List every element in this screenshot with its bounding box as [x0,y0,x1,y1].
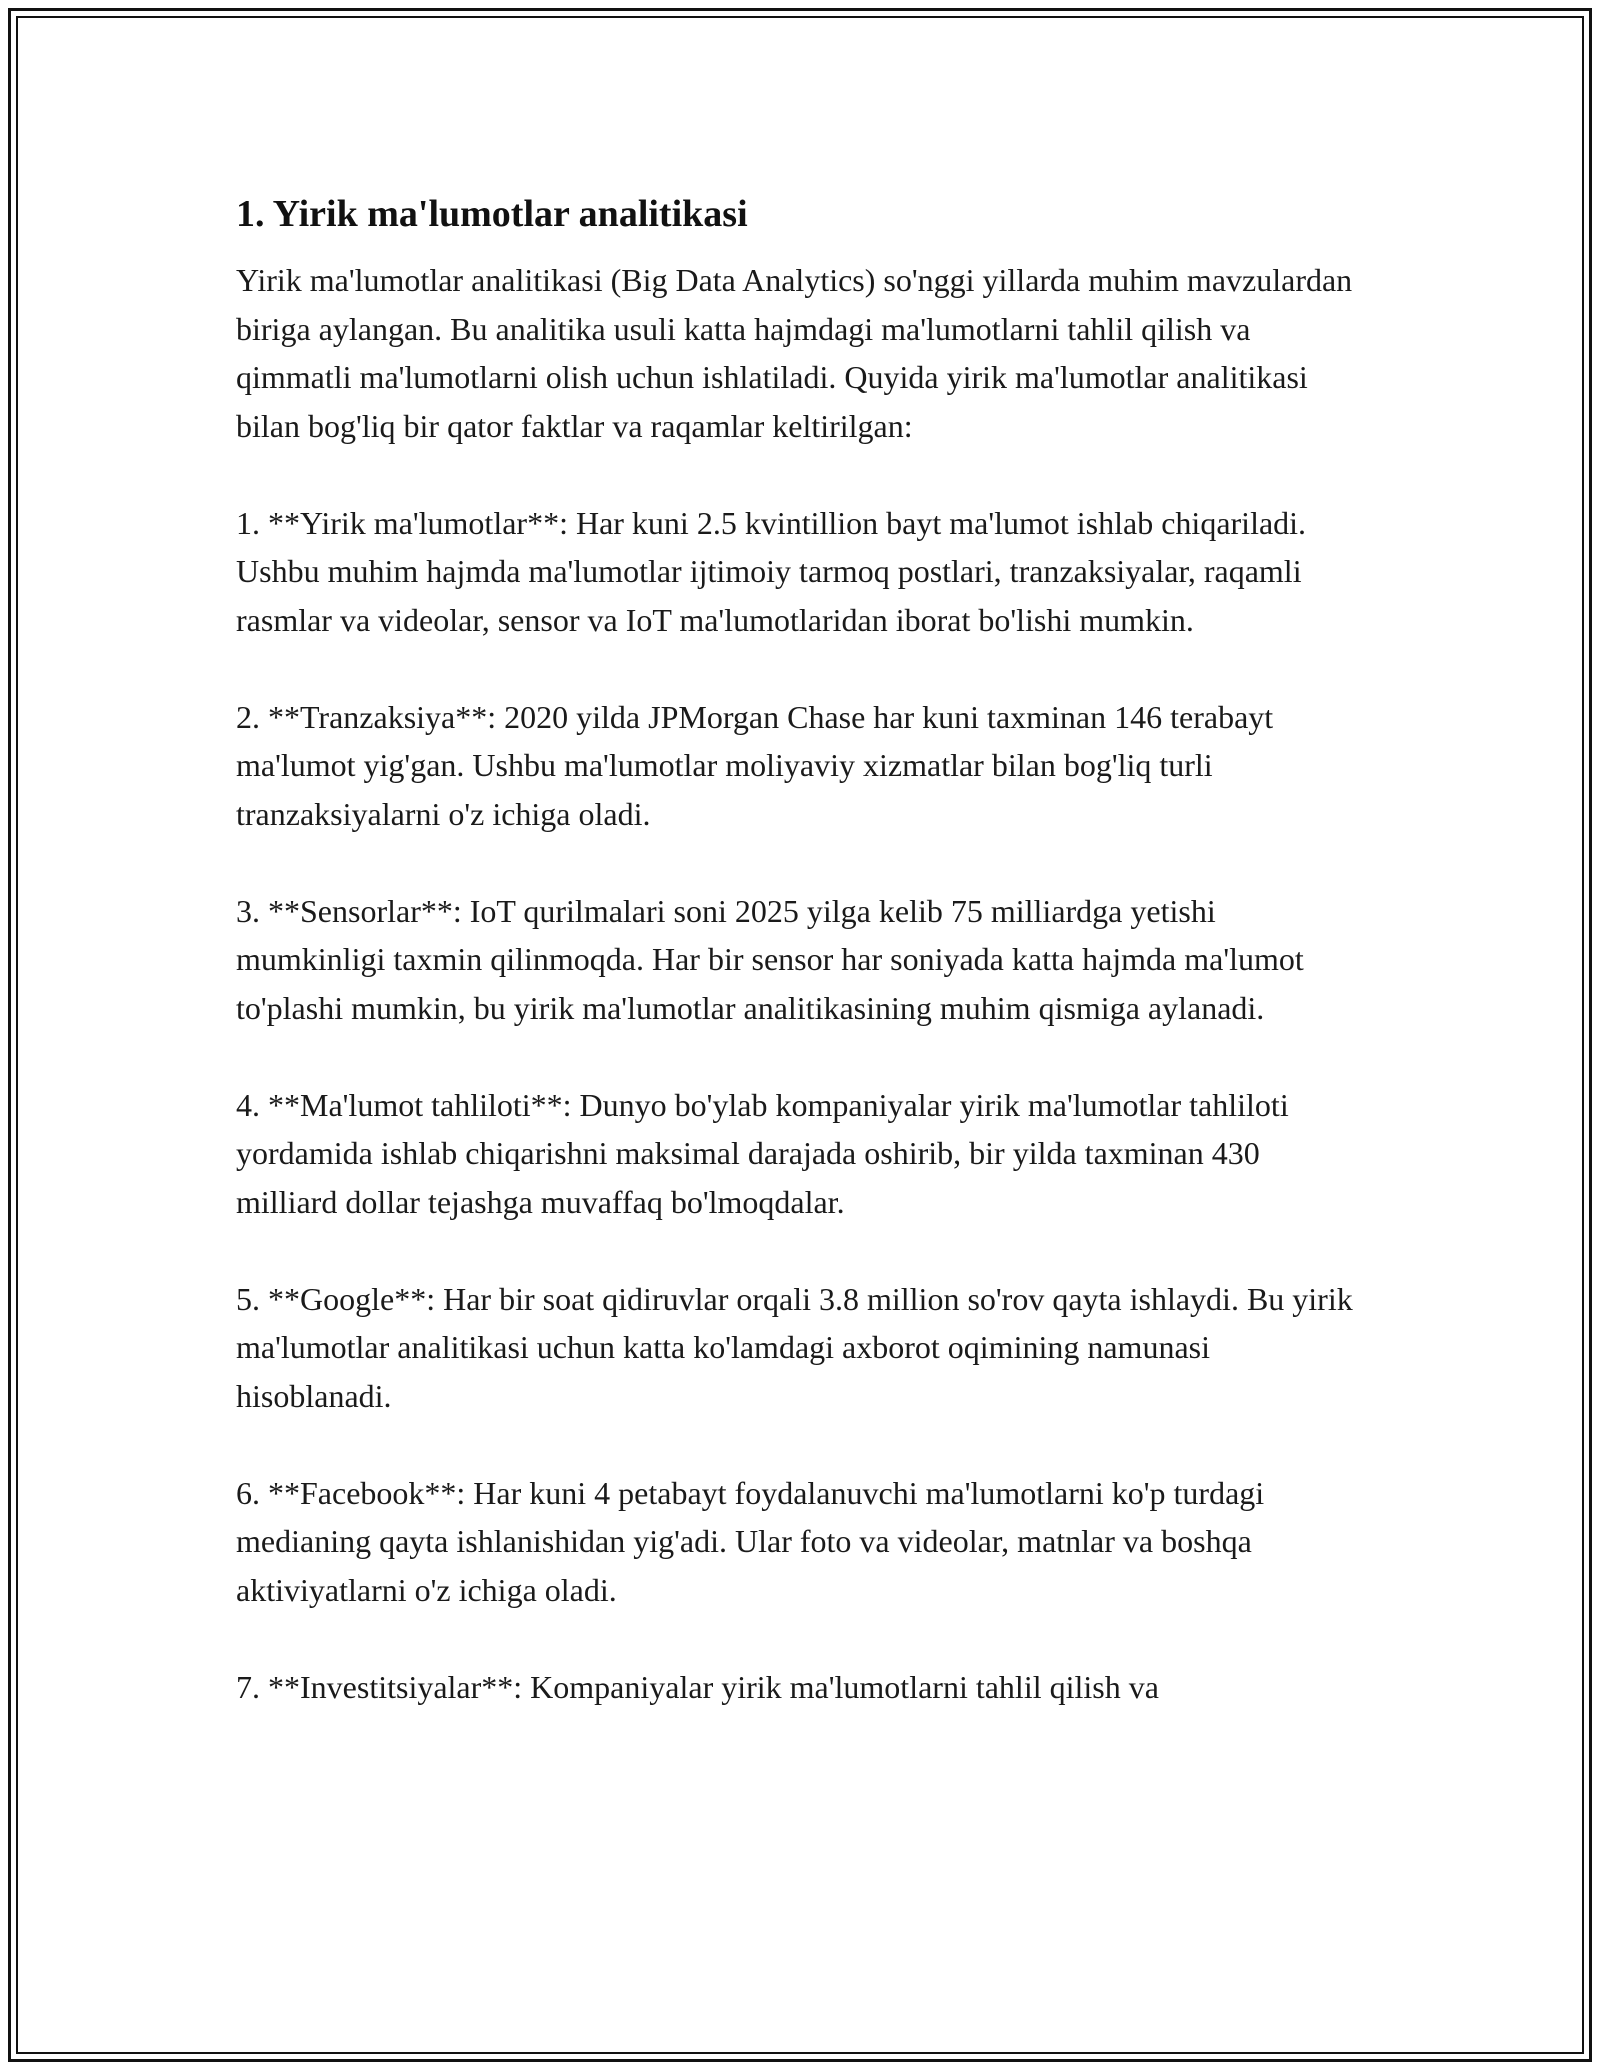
fact-item-facebook: 6. **Facebook**: Har kuni 4 petabayt foydalanuvchi ma'lumotlarni ko'p turdagi medianing qayta ishlanishidan yig'adi. Ular foto va videolar, matnlar va boshqa aktiviyatlarni o'z ichiga oladi. [236,1474,1265,1608]
document-body [236,188,1366,1760]
fact-item-transactions: 2. **Tranzaksiya**: 2020 yilda JPMorgan Chase har kuni taxminan 146 terabayt ma'lumot yig'gan. Ushbu ma'lumotlar moliyaviy xizmatlar bilan bog'liq turli tranzaksiyalarni o'z ichiga oladi. [236,698,1274,832]
fact-item-google: 5. **Google**: Har bir soat qidiruvlar orqali 3.8 million so'rov qayta ishlaydi. Bu yirik ma'lumotlar analitikasi uchun katta ko'lamdagi axborot oqimining namunasi hisoblanadi. [236,1280,1353,1414]
fact-item-big-data: 1. **Yirik ma'lumotlar**: Har kuni 2.5 kvintillion bayt ma'lumot ishlab chiqariladi. Ushbu muhim hajmda ma'lumotlar ijtimoiy tarmoq postlari, tranzaksiyalar, raqamli rasmlar va videolar, sensor va IoT ma'lumotlaridan iborat bo'lishi mumkin. [236,504,1307,638]
section-heading: 1. Yirik ma'lumotlar analitikasi [236,193,748,235]
fact-item-investments: 7. **Investitsiyalar**: Kompaniyalar yirik ma'lumotlarni tahlil qilish va [236,1668,1159,1705]
fact-item-data-analytics: 4. **Ma'lumot tahliloti**: Dunyo bo'ylab kompaniyalar yirik ma'lumotlar tahliloti yordamida ishlab chiqarishni maksimal darajada oshirib, bir yilda taxminan 430 milliard dollar tejashga muvaffaq bo'lmoqdalar. [236,1086,1289,1220]
fact-item-sensors: 3. **Sensorlar**: IoT qurilmalari soni 2025 yilga kelib 75 milliardga yetishi mumkinligi taxmin qilinmoqda. Har bir sensor har soniyada katta hajmda ma'lumot to'plashi mumkin, bu yirik ma'lumotlar analitikasining muhim qismiga aylanadi. [236,892,1304,1026]
intro-paragraph: Yirik ma'lumotlar analitikasi (Big Data Analytics) so'nggi yillarda muhim mavzulardan biriga aylangan. Bu analitika usuli katta hajmdagi ma'lumotlarni tahlil qilish va qimmatli ma'lumotlarni olish uchun ishlatiladi. Quyida yirik ma'lumotlar analitikasi bilan bog'liq bir qator faktlar va raqamlar keltirilgan: [236,262,1353,444]
